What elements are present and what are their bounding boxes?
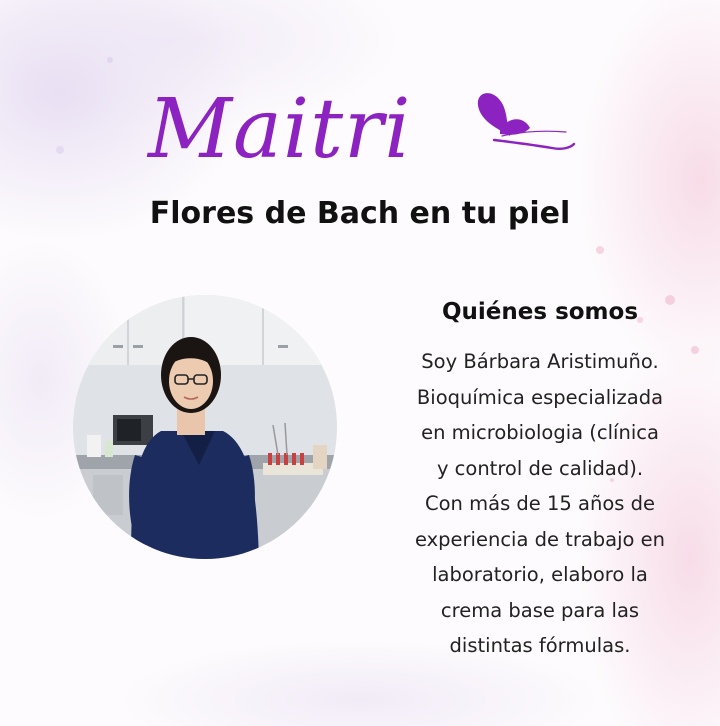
portrait-photo	[73, 295, 337, 559]
bio-line: experiencia de trabajo en	[414, 527, 666, 551]
brand-logo	[140, 80, 580, 190]
bio-line: en microbiologia (clínica	[421, 421, 659, 444]
bio-line: laboratorio, elaboro la	[432, 563, 648, 586]
bio-line: Bioquímica especializada	[416, 385, 664, 409]
about-bio	[365, 344, 715, 664]
about-heading: Quiénes somos	[441, 299, 639, 325]
brand-tagline: Flores de Bach en tu piel	[149, 196, 571, 231]
bio-line: y control de calidad).	[436, 456, 644, 480]
bio-line: crema base para las	[440, 598, 640, 622]
bio-line: Soy Bárbara Aristimuño.	[421, 350, 659, 373]
bio-line: Con más de 15 años de	[425, 492, 655, 515]
brand-name: Maitri	[148, 82, 412, 177]
flower-petal-icon	[458, 86, 578, 166]
bio-line: distintas fórmulas.	[449, 634, 631, 657]
